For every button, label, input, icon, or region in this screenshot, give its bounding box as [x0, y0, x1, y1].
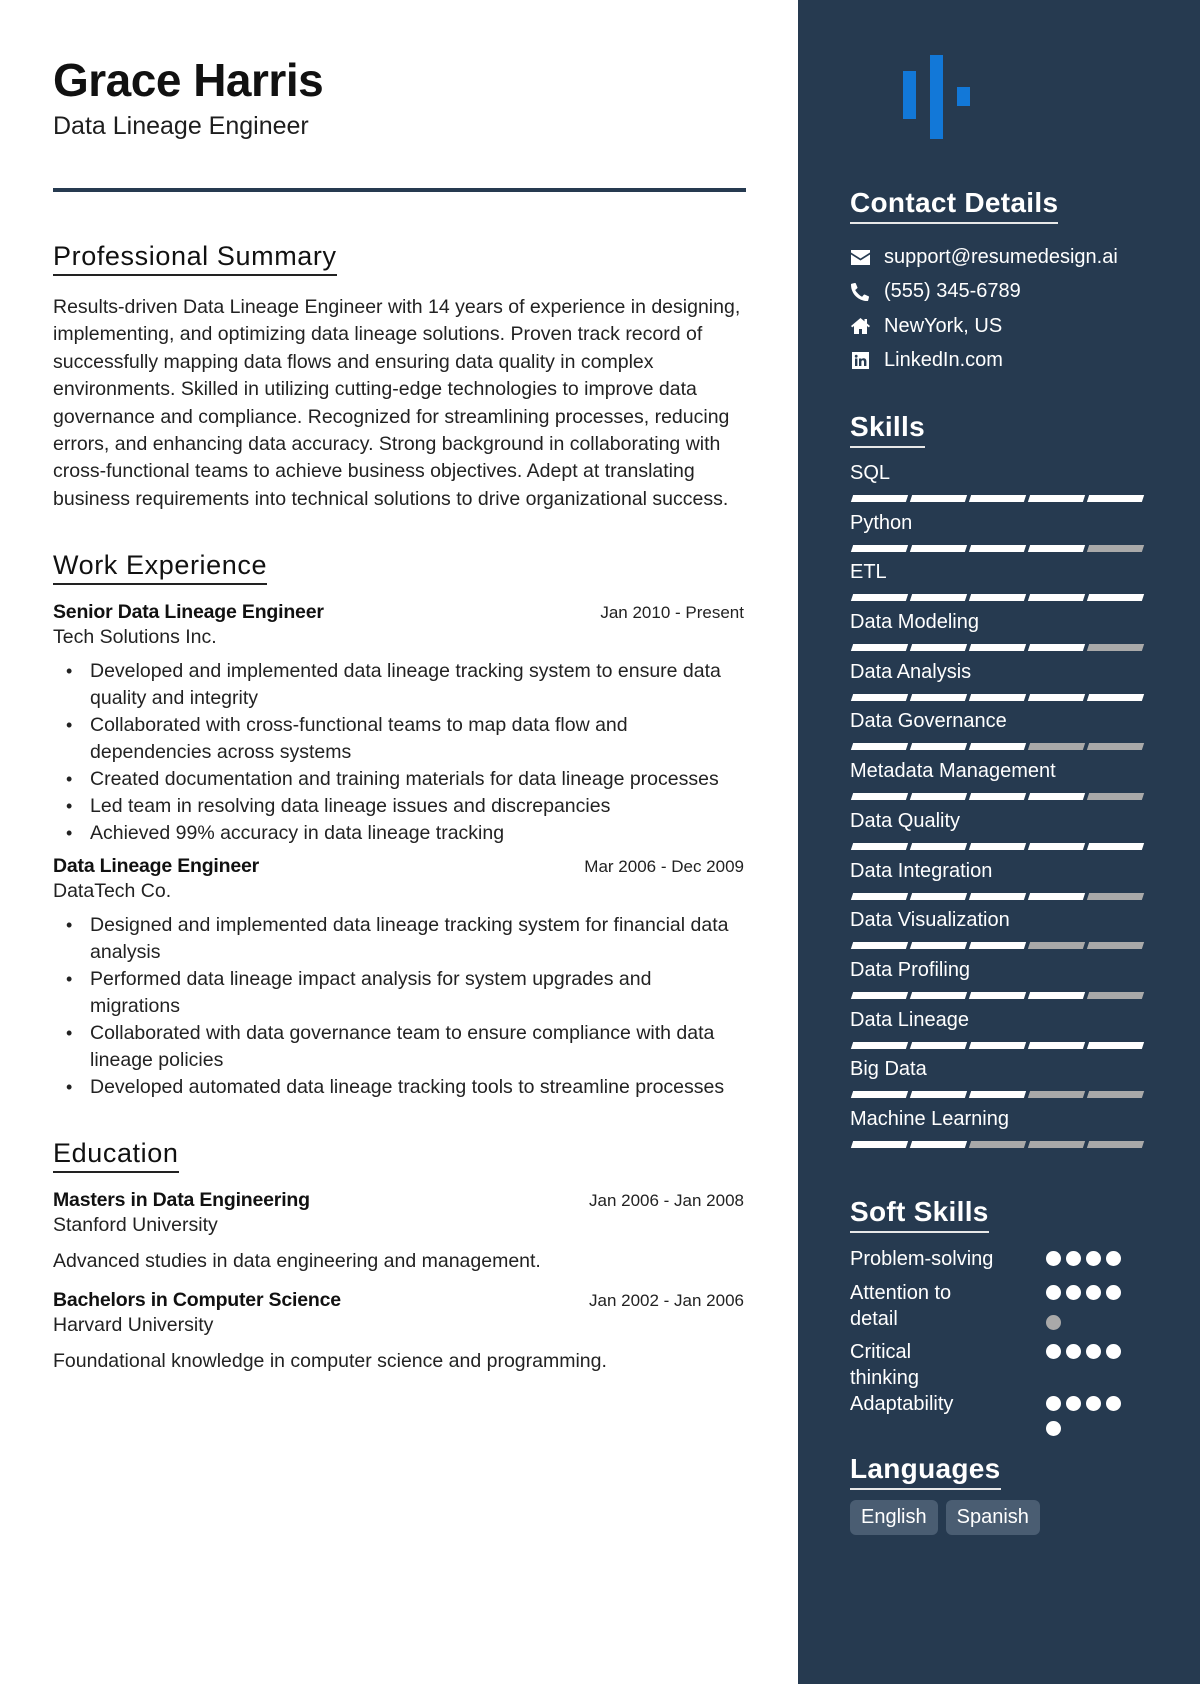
- bar-filled: [969, 743, 1026, 750]
- bar-filled: [851, 1141, 908, 1148]
- skill-name: SQL: [850, 462, 891, 484]
- skill-level-bar: [850, 1042, 1150, 1049]
- bar-filled: [851, 992, 908, 999]
- bar-filled: [851, 1042, 908, 1049]
- contact-phone-text: (555) 345-6789: [884, 280, 1021, 303]
- education-list: [53, 1189, 745, 1375]
- skill-name: Data Governance: [850, 710, 1007, 733]
- soft-skill-rating: [1046, 1246, 1126, 1280]
- skill-item: [850, 460, 1150, 510]
- education-header: [53, 1189, 744, 1212]
- language-tag: Spanish: [946, 1500, 1040, 1535]
- bar-filled: [969, 793, 1026, 800]
- skill-name: Machine Learning: [850, 1107, 1009, 1130]
- bar-filled: [969, 843, 1026, 850]
- education-degree: Bachelors in Computer Science: [53, 1289, 341, 1312]
- bar-empty: [1087, 644, 1144, 651]
- bar-filled: [1087, 594, 1144, 601]
- soft-skill-item: [850, 1280, 1150, 1339]
- job-bullet: • Developed and implemented data lineage tracking system to ensure data quality and integrity: [90, 658, 746, 712]
- bar-filled: [969, 495, 1026, 502]
- job-bullets: [53, 658, 746, 847]
- soft-skill-name: Critical thinking: [850, 1341, 919, 1389]
- skill-level-bar: [850, 893, 1150, 900]
- dot-filled: [1106, 1396, 1121, 1411]
- soft-skill-rating: [1046, 1391, 1126, 1441]
- education-description: Foundational knowledge in computer science and programming.: [53, 1350, 607, 1373]
- skill-item: [850, 758, 1150, 808]
- skill-level-bar: [850, 694, 1150, 701]
- dot-filled: [1086, 1396, 1101, 1411]
- dot-filled: [1086, 1251, 1101, 1266]
- bar-filled: [851, 545, 908, 552]
- dot-filled: [1046, 1396, 1061, 1411]
- soft-skills-heading: Soft Skills: [850, 1195, 989, 1233]
- bar-empty: [1087, 992, 1144, 999]
- bar-empty: [1087, 893, 1144, 900]
- bar-filled: [969, 942, 1026, 949]
- bar-empty: [1028, 1141, 1085, 1148]
- skill-name: Data Visualization: [850, 909, 1010, 932]
- contact-heading: Contact Details: [850, 186, 1058, 224]
- skill-level-bar: [850, 594, 1150, 601]
- education-header: [53, 1289, 744, 1312]
- dot-filled: [1086, 1285, 1101, 1300]
- contact-linkedin-text: LinkedIn.com: [884, 349, 1003, 372]
- dot-filled: [1046, 1285, 1061, 1300]
- job-title: Data Lineage Engineer: [53, 855, 260, 878]
- skill-level-bar: [850, 1091, 1150, 1098]
- education-school: Harvard University: [53, 1314, 214, 1337]
- header-divider: [53, 188, 746, 192]
- skill-name: ETL: [850, 561, 887, 584]
- dot-filled: [1086, 1344, 1101, 1359]
- skill-level-bar: [850, 942, 1150, 949]
- languages-heading: Languages: [850, 1452, 1001, 1490]
- bar-filled: [910, 793, 967, 800]
- skill-name: Data Modeling: [850, 611, 979, 634]
- bar-filled: [910, 545, 967, 552]
- dot-filled: [1066, 1285, 1081, 1300]
- skill-level-bar: [850, 1141, 1150, 1148]
- bar-empty: [1087, 743, 1144, 750]
- job-bullets: [53, 912, 746, 1101]
- contact-location-text: NewYork, US: [884, 314, 1003, 337]
- soft-skill-name: Adaptability: [850, 1393, 954, 1415]
- soft-skill-rating: [1046, 1280, 1126, 1339]
- bar-filled: [1087, 694, 1144, 701]
- summary-text: Results-driven Data Lineage Engineer with 14 years of experience in designing, implementing, and optimizing data lineage solutions. Proven track record of successfully mapping data flows and ensuring data quality in complex environments. Skilled in utilizing cutting-edge technologies to improve data governance and compliance. Recognized for streamlining processes, reducing errors, and enhancing data accuracy. Strong background in collaborating with cross-functional teams to achieve business objectives. Adept at translating business requirements into technical solutions to drive organizational success.: [53, 296, 741, 510]
- job-date: Mar 2006 - Dec 2009: [584, 857, 744, 877]
- summary-heading: Professional Summary: [53, 240, 337, 276]
- soft-skill-name: Problem-solving: [850, 1248, 994, 1270]
- bar-filled: [910, 1042, 967, 1049]
- skill-name: Big Data: [850, 1058, 927, 1081]
- work-list: [53, 601, 745, 1101]
- skill-item: [850, 808, 1150, 858]
- bar-filled: [910, 743, 967, 750]
- bar-filled: [1028, 594, 1085, 601]
- bar-empty: [1087, 942, 1144, 949]
- skill-item: [850, 659, 1150, 709]
- bar-filled: [1028, 793, 1085, 800]
- bar-filled: [910, 694, 967, 701]
- dot-filled: [1046, 1344, 1061, 1359]
- bar-empty: [969, 1141, 1026, 1148]
- skill-item: [850, 510, 1150, 560]
- job-date: Jan 2010 - Present: [600, 603, 744, 623]
- skill-item: [850, 1106, 1150, 1156]
- education-heading: Education: [53, 1137, 179, 1173]
- bar-filled: [851, 843, 908, 850]
- skill-item: [850, 708, 1150, 758]
- job-title: Senior Data Lineage Engineer: [53, 601, 324, 624]
- bar-empty: [1028, 942, 1085, 949]
- job-bullet: • Led team in resolving data lineage issues and discrepancies: [90, 793, 746, 820]
- bar-empty: [1028, 743, 1085, 750]
- candidate-name: Grace Harris: [53, 54, 324, 106]
- bar-filled: [910, 843, 967, 850]
- contact-linkedin[interactable]: [850, 344, 1118, 379]
- bar-filled: [910, 942, 967, 949]
- soft-skill-item: [850, 1246, 1150, 1280]
- bar-filled: [910, 1141, 967, 1148]
- bar-filled: [910, 495, 967, 502]
- dot-filled: [1046, 1251, 1061, 1266]
- language-tag: English: [850, 1500, 938, 1535]
- job-company: Tech Solutions Inc.: [53, 626, 217, 649]
- bar-filled: [851, 594, 908, 601]
- skills-list: [850, 460, 1150, 1156]
- dot-filled: [1066, 1344, 1081, 1359]
- bar-filled: [1028, 893, 1085, 900]
- skill-name: Metadata Management: [850, 760, 1056, 783]
- bar-filled: [910, 893, 967, 900]
- contact-phone[interactable]: [850, 275, 1118, 310]
- contact-email[interactable]: [850, 240, 1118, 275]
- bar-filled: [910, 644, 967, 651]
- contact-list: [850, 240, 1118, 378]
- bar-empty: [1087, 1141, 1144, 1148]
- bar-filled: [851, 644, 908, 651]
- soft-skill-rating: [1046, 1339, 1126, 1391]
- bar-filled: [969, 594, 1026, 601]
- dot-filled: [1106, 1285, 1121, 1300]
- job-bullet: • Designed and implemented data lineage tracking system for financial data analysis: [90, 912, 746, 966]
- job-bullet: • Collaborated with data governance team to ensure compliance with data lineage policies: [90, 1020, 746, 1074]
- bar-filled: [969, 1091, 1026, 1098]
- skill-item: [850, 1007, 1150, 1057]
- work-heading: Work Experience: [53, 549, 267, 585]
- skill-level-bar: [850, 644, 1150, 651]
- bar-filled: [1028, 495, 1085, 502]
- soft-skill-item: [850, 1391, 1150, 1441]
- bar-filled: [851, 1091, 908, 1098]
- bar-filled: [851, 942, 908, 949]
- bar-filled: [1028, 644, 1085, 651]
- job-entry: [53, 855, 745, 1101]
- skill-level-bar: [850, 793, 1150, 800]
- job-bullet: • Developed automated data lineage tracking tools to streamline processes: [90, 1074, 746, 1101]
- bar-filled: [969, 992, 1026, 999]
- education-school: Stanford University: [53, 1214, 218, 1237]
- skill-item: [850, 957, 1150, 1007]
- dot-filled: [1066, 1251, 1081, 1266]
- job-header: [53, 855, 744, 878]
- home-icon: [850, 316, 870, 336]
- education-date: Jan 2006 - Jan 2008: [588, 1191, 744, 1211]
- bar-filled: [910, 594, 967, 601]
- skill-level-bar: [850, 992, 1150, 999]
- dot-empty: [1046, 1315, 1061, 1330]
- skill-item: [850, 1056, 1150, 1106]
- bar-filled: [969, 644, 1026, 651]
- skill-name: Data Profiling: [850, 958, 971, 981]
- education-entry: [53, 1289, 745, 1375]
- job-bullet: • Collaborated with cross-functional teams to map data flow and dependencies across systems: [90, 712, 746, 766]
- job-bullet: • Created documentation and training materials for data lineage processes: [90, 766, 746, 793]
- job-header: [53, 601, 744, 624]
- bar-empty: [1087, 1091, 1144, 1098]
- soft-skill-item: [850, 1339, 1150, 1391]
- bar-filled: [1028, 545, 1085, 552]
- skill-level-bar: [850, 743, 1150, 750]
- dot-filled: [1106, 1344, 1121, 1359]
- bar-filled: [851, 793, 908, 800]
- bar-filled: [969, 1042, 1026, 1049]
- job-entry: [53, 601, 745, 847]
- languages-list: [850, 1500, 1040, 1535]
- bar-filled: [969, 694, 1026, 701]
- soft-skills-list: [850, 1246, 1150, 1441]
- dot-filled: [1046, 1421, 1061, 1436]
- bar-filled: [969, 893, 1026, 900]
- job-bullet: • Achieved 99% accuracy in data lineage tracking: [90, 820, 746, 847]
- skills-heading: Skills: [850, 410, 925, 448]
- education-degree: Masters in Data Engineering: [53, 1189, 310, 1212]
- contact-email-text: support@resumedesign.ai: [884, 245, 1118, 268]
- education-date: Jan 2002 - Jan 2006: [588, 1291, 744, 1311]
- bar-filled: [1087, 1042, 1144, 1049]
- skill-name: Python: [850, 511, 913, 534]
- bar-filled: [1028, 843, 1085, 850]
- bar-filled: [851, 893, 908, 900]
- job-bullet: • Performed data lineage impact analysis for system upgrades and migrations: [90, 966, 746, 1020]
- bar-filled: [851, 694, 908, 701]
- bar-filled: [1028, 694, 1085, 701]
- bar-filled: [1028, 992, 1085, 999]
- sidebar: [798, 0, 1200, 1684]
- skill-level-bar: [850, 545, 1150, 552]
- bar-filled: [910, 992, 967, 999]
- education-description: Advanced studies in data engineering and management.: [53, 1250, 541, 1273]
- linkedin-icon: [850, 351, 870, 371]
- bar-empty: [1087, 545, 1144, 552]
- skill-name: Data Integration: [850, 859, 993, 882]
- bar-filled: [851, 743, 908, 750]
- soft-skill-name: Attention to detail: [850, 1282, 952, 1330]
- contact-location: [850, 309, 1118, 344]
- bar-filled: [910, 1091, 967, 1098]
- bar-filled: [1028, 1042, 1085, 1049]
- bar-filled: [1087, 843, 1144, 850]
- education-entry: [53, 1189, 745, 1275]
- skill-name: Data Quality: [850, 809, 961, 832]
- skill-item: [850, 907, 1150, 957]
- dot-filled: [1066, 1396, 1081, 1411]
- bar-empty: [1028, 1091, 1085, 1098]
- bar-filled: [1087, 495, 1144, 502]
- bar-empty: [1087, 793, 1144, 800]
- envelope-icon: [850, 247, 870, 267]
- job-company: DataTech Co.: [53, 880, 172, 903]
- candidate-title: Data Lineage Engineer: [53, 112, 309, 140]
- dot-filled: [1106, 1251, 1121, 1266]
- skill-name: Data Lineage: [850, 1008, 969, 1031]
- skill-level-bar: [850, 495, 1150, 502]
- bar-filled: [969, 545, 1026, 552]
- skill-name: Data Analysis: [850, 660, 972, 683]
- skill-level-bar: [850, 843, 1150, 850]
- skill-item: [850, 858, 1150, 908]
- bar-filled: [851, 495, 908, 502]
- skill-item: [850, 609, 1150, 659]
- skill-item: [850, 559, 1150, 609]
- logo-icon: [903, 55, 973, 140]
- phone-icon: [850, 282, 870, 302]
